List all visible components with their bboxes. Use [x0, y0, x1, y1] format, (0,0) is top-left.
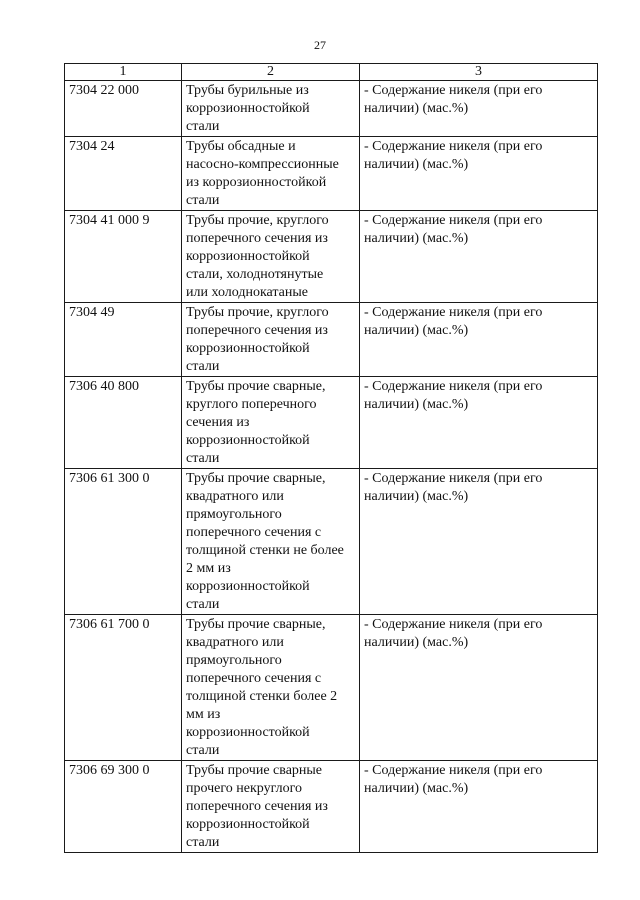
- description-line: коррозионностойкой: [186, 579, 310, 594]
- description-line: коррозионностойкой: [186, 725, 310, 740]
- description-line: Трубы прочие сварные,: [186, 617, 326, 632]
- parameter-line: наличии) (мас.%): [364, 101, 469, 116]
- description-line: стали: [186, 597, 220, 612]
- product-description-cell: [182, 211, 360, 303]
- description-line: или холоднокатаные: [186, 285, 309, 300]
- parameter-line: - Содержание никеля (при его: [364, 617, 543, 632]
- description-line: Трубы прочие сварные,: [186, 471, 326, 486]
- description-line: квадратного или: [186, 489, 284, 504]
- product-description-cell: [182, 303, 360, 377]
- description-line: прочего некруглого: [186, 781, 303, 796]
- product-description-cell: [182, 81, 360, 137]
- product-description-cell: [182, 137, 360, 211]
- document-table: [64, 63, 598, 853]
- description-line: поперечного сечения из: [186, 799, 328, 814]
- description-line: Трубы бурильные из: [186, 83, 309, 98]
- parameter-line: наличии) (мас.%): [364, 397, 469, 412]
- tariff-code-cell: 7304 22 000: [65, 81, 182, 137]
- product-description-cell: [182, 615, 360, 761]
- description-line: коррозионностойкой: [186, 433, 310, 448]
- tariff-code-cell: 7304 49: [65, 303, 182, 377]
- column-header-3: 3: [360, 64, 598, 81]
- parameter-cell: [360, 137, 598, 211]
- description-line: поперечного сечения с: [186, 525, 322, 540]
- description-line: мм из: [186, 707, 221, 722]
- parameter-line: наличии) (мас.%): [364, 157, 469, 172]
- description-line: поперечного сечения из: [186, 231, 328, 246]
- parameter-line: наличии) (мас.%): [364, 781, 469, 796]
- description-line: круглого поперечного: [186, 397, 317, 412]
- description-line: сечения из: [186, 415, 250, 430]
- table-row: [65, 303, 598, 377]
- table-row: [65, 81, 598, 137]
- description-line: насосно-компрессионные: [186, 157, 339, 172]
- description-line: толщиной стенки не более: [186, 543, 344, 558]
- product-description-cell: [182, 761, 360, 853]
- table-row: [65, 377, 598, 469]
- description-line: Трубы прочие, круглого: [186, 213, 329, 228]
- description-line: коррозионностойкой: [186, 101, 310, 116]
- description-line: стали: [186, 451, 220, 466]
- description-line: стали: [186, 835, 220, 850]
- parameter-line: наличии) (мас.%): [364, 323, 469, 338]
- table-row: [65, 469, 598, 615]
- tariff-code-cell: 7306 61 300 0: [65, 469, 182, 615]
- parameter-line: наличии) (мас.%): [364, 489, 469, 504]
- description-line: поперечного сечения с: [186, 671, 322, 686]
- description-line: коррозионностойкой: [186, 249, 310, 264]
- description-line: стали: [186, 193, 220, 208]
- description-line: Трубы обсадные и: [186, 139, 296, 154]
- tariff-code-cell: 7306 61 700 0: [65, 615, 182, 761]
- parameter-line: - Содержание никеля (при его: [364, 763, 543, 778]
- description-line: прямоугольного: [186, 507, 282, 522]
- parameter-line: наличии) (мас.%): [364, 635, 469, 650]
- parameter-cell: [360, 303, 598, 377]
- description-line: Трубы прочие, круглого: [186, 305, 329, 320]
- parameter-cell: [360, 81, 598, 137]
- table-body: [65, 81, 598, 853]
- description-line: Трубы прочие сварные,: [186, 379, 326, 394]
- column-header-1: 1: [65, 64, 182, 81]
- tariff-code-cell: 7306 40 800: [65, 377, 182, 469]
- description-line: стали: [186, 743, 220, 758]
- page-number: 27: [314, 38, 326, 52]
- description-line: стали, холоднотянутые: [186, 267, 324, 282]
- tariff-code-cell: 7306 69 300 0: [65, 761, 182, 853]
- description-line: стали: [186, 119, 220, 134]
- table-row: [65, 211, 598, 303]
- parameter-line: - Содержание никеля (при его: [364, 139, 543, 154]
- description-line: Трубы прочие сварные: [186, 763, 323, 778]
- parameter-cell: [360, 615, 598, 761]
- table-row: [65, 137, 598, 211]
- column-header-2: 2: [182, 64, 360, 81]
- description-line: толщиной стенки более 2: [186, 689, 338, 704]
- table-header-row: [65, 64, 598, 81]
- description-line: коррозионностойкой: [186, 341, 310, 356]
- table-row: [65, 761, 598, 853]
- tariff-code-cell: 7304 24: [65, 137, 182, 211]
- product-description-cell: [182, 377, 360, 469]
- parameter-line: - Содержание никеля (при его: [364, 471, 543, 486]
- parameter-line: - Содержание никеля (при его: [364, 213, 543, 228]
- description-line: поперечного сечения из: [186, 323, 328, 338]
- description-line: квадратного или: [186, 635, 284, 650]
- parameter-cell: [360, 469, 598, 615]
- description-line: из коррозионностойкой: [186, 175, 327, 190]
- parameter-cell: [360, 761, 598, 853]
- tariff-code-cell: 7304 41 000 9: [65, 211, 182, 303]
- parameter-cell: [360, 377, 598, 469]
- parameter-cell: [360, 211, 598, 303]
- parameter-line: - Содержание никеля (при его: [364, 379, 543, 394]
- parameter-line: наличии) (мас.%): [364, 231, 469, 246]
- product-description-cell: [182, 469, 360, 615]
- parameter-line: - Содержание никеля (при его: [364, 83, 543, 98]
- description-line: коррозионностойкой: [186, 817, 310, 832]
- description-line: прямоугольного: [186, 653, 282, 668]
- description-line: стали: [186, 359, 220, 374]
- parameter-line: - Содержание никеля (при его: [364, 305, 543, 320]
- table-row: [65, 615, 598, 761]
- description-line: 2 мм из: [186, 561, 231, 576]
